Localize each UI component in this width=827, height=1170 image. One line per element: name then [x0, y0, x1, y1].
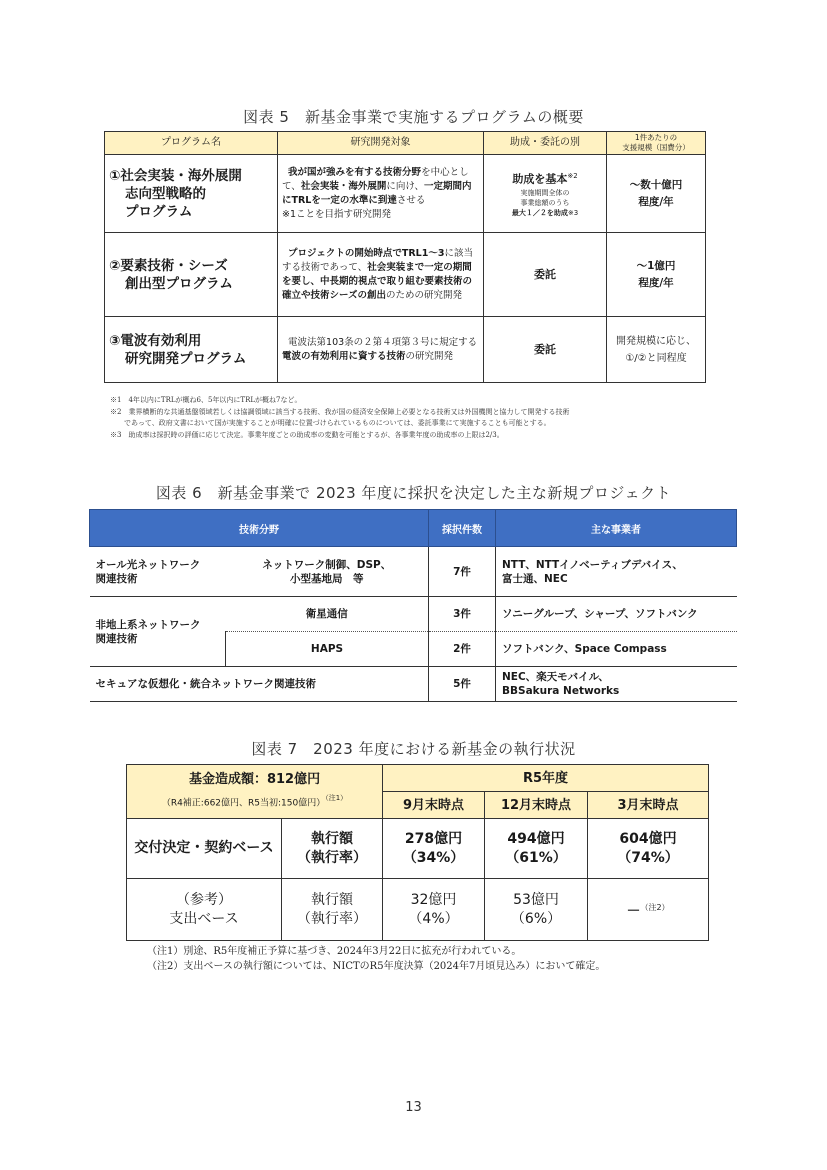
- companies: ソニーグループ、シャープ、ソフトバンク: [496, 597, 737, 632]
- header-tech-field: 技術分野: [90, 510, 429, 547]
- project-count: 5件: [429, 667, 496, 702]
- row-label-l1: （参考）: [176, 891, 232, 908]
- value-dec: [485, 819, 588, 879]
- tech-detail: [226, 547, 429, 597]
- program-overview-table: [104, 131, 706, 383]
- grant-type-detail: 実施期間全体の: [520, 188, 570, 197]
- table-row: [127, 879, 709, 941]
- row-label: 交付決定・契約ベース: [127, 819, 282, 879]
- target-text: を中心として、: [282, 166, 469, 192]
- program-name-l2: 研究開発プログラム: [125, 350, 247, 367]
- fund-total-note: （注1）: [325, 793, 348, 802]
- support-scale-l2: ①/②と同程度: [625, 352, 687, 364]
- new-projects-table: [89, 509, 737, 702]
- fiscal-year: R5年度: [383, 765, 709, 792]
- footnote: （注1）別途、R5年度補正予算に基づき、2024年3月22日に拡充が行われている。: [147, 946, 522, 957]
- metric-label-l2: （執行率）: [297, 849, 367, 866]
- research-target: [278, 155, 484, 233]
- rate: （4%）: [408, 910, 459, 927]
- fund-total-breakdown: （R4補正:662億円、R5当初:150億円）: [161, 798, 326, 809]
- page-number: 13: [405, 1100, 422, 1115]
- table-header-row: [127, 765, 709, 792]
- support-scale: [607, 233, 706, 317]
- support-scale-l1: 開発規模に応じ、: [616, 335, 696, 347]
- target-bold: 我が国が強みを有する技術分野: [288, 166, 422, 178]
- header-support-scale-l2: 支援規模（国費分）: [622, 143, 690, 152]
- program-name-l3: プログラム: [125, 203, 193, 220]
- companies-l1: NEC、楽天モバイル、: [502, 671, 609, 683]
- tech-detail-l1: ネットワーク制御、DSP、: [262, 558, 392, 571]
- tech-field: セキュアな仮想化・統合ネットワーク関連技術: [90, 667, 429, 702]
- support-scale: [607, 155, 706, 233]
- period-mar: 3月末時点: [588, 792, 709, 819]
- support-scale-l2: 程度/年: [638, 195, 674, 208]
- metric-label: [282, 819, 383, 879]
- header-companies: 主な事業者: [496, 510, 737, 547]
- grant-type-max: 最大１／２を助成: [511, 208, 568, 217]
- fig7-notes: [147, 944, 747, 974]
- rate: （6%）: [510, 910, 562, 927]
- tech-field: [90, 597, 226, 667]
- table-row: [105, 317, 706, 383]
- program-name-l2: 志向型戦略的: [125, 185, 206, 202]
- tech-detail: 衛星通信: [226, 597, 429, 632]
- companies-l1: NTT、NTTイノベーティブデバイス、: [502, 558, 683, 571]
- amount: －: [626, 903, 641, 920]
- amount: 278億円: [404, 830, 463, 847]
- metric-label-l2: （執行率）: [297, 910, 367, 927]
- table-header-row: [90, 510, 737, 547]
- fig6-caption: 図表 6 新基金事業で 2023 年度に採択を決定した主な新規プロジェクト: [155, 484, 672, 502]
- table-header-row: [105, 132, 706, 155]
- tech-detail: HAPS: [226, 632, 429, 667]
- program-name: [105, 233, 278, 317]
- tech-field-l2: 関連技術: [95, 632, 138, 645]
- grant-type: 委託: [484, 233, 607, 317]
- target-text: に該当する技術であって、: [282, 247, 473, 273]
- grant-type: [484, 155, 607, 233]
- program-name-l1: ①社会実装・海外展開: [109, 167, 242, 184]
- tech-field-l2: 関連技術: [95, 572, 138, 585]
- program-name-l2: 創出型プログラム: [125, 275, 233, 292]
- rate: （61%）: [505, 849, 567, 866]
- companies-l2: 富士通、NEC: [502, 572, 568, 585]
- header-count: 採択件数: [429, 510, 496, 547]
- fig5-caption: 図表 5 新基金事業で実施するプログラムの概要: [243, 108, 584, 126]
- companies: ソフトバンク、Space Compass: [496, 632, 737, 667]
- metric-label: [282, 879, 383, 941]
- tech-detail-l2: 小型基地局 等: [290, 572, 364, 585]
- target-bold: 社会実装・海外展開: [300, 180, 387, 192]
- program-name-l1: ②要素技術・シーズ: [109, 257, 228, 274]
- project-count: 3件: [429, 597, 496, 632]
- header-grant-type: 助成・委託の別: [484, 132, 607, 155]
- amount: 32億円: [410, 891, 457, 908]
- target-text: のための研究開発: [386, 289, 463, 301]
- footnote: ※2 業界横断的な共通基盤領域若しくは協調領域に該当する技術、我が国の経済安全保障上必要となる技術又は外国機関と協力して開発する技術: [110, 407, 570, 416]
- period-sep: 9月末時点: [383, 792, 485, 819]
- header-support-scale-l1: 1件あたりの: [634, 133, 678, 142]
- rate: （74%）: [617, 849, 679, 866]
- row-label-l2: 支出ベース: [169, 910, 239, 927]
- target-text: ※1ことを目指す研究開発: [282, 208, 392, 220]
- tech-field: [90, 547, 226, 597]
- research-target: [278, 233, 484, 317]
- companies-l2: BBSakura Networks: [502, 685, 620, 697]
- footnote: ※1 4年以内にTRLが概ね6、5年以内にTRLが概ね7など。: [110, 396, 302, 404]
- amount: 53億円: [513, 891, 559, 908]
- program-name-l1: ③電波有効利用: [109, 332, 202, 349]
- header-program-name: プログラム名: [105, 132, 278, 155]
- grant-type-detail: [488, 208, 602, 218]
- amount: 604億円: [619, 830, 677, 847]
- note-ref: （注2）: [640, 902, 670, 912]
- metric-label-l1: 執行額: [311, 830, 353, 847]
- fund-total-title: 基金造成額：812億円: [188, 771, 321, 787]
- fund-total: [127, 765, 383, 819]
- table-row: [105, 155, 706, 233]
- value-sep: [383, 819, 485, 879]
- project-count: 2件: [429, 632, 496, 667]
- period-dec: 12月末時点: [485, 792, 588, 819]
- fig5-notes: [110, 395, 710, 441]
- metric-label-l1: 執行額: [311, 891, 353, 908]
- grant-type: 委託: [484, 317, 607, 383]
- program-name: [105, 155, 278, 233]
- grant-type-note: ※2: [567, 172, 578, 181]
- rate: （34%）: [402, 849, 465, 866]
- target-text: 電波法第103条の２第４項第３号に規定する: [288, 336, 478, 348]
- companies: [496, 547, 737, 597]
- target-bold: 電波の有効利用に資する技術: [282, 350, 406, 362]
- table-row: [90, 547, 737, 597]
- target-text: に向け、: [386, 180, 424, 192]
- footnote: （注2）支出ベースの執行額については、NICTのR5年度決算（2024年7月頃見込み）において確定。: [147, 961, 606, 972]
- target-text: の研究開発: [405, 350, 454, 362]
- fig7-caption: 図表 7 2023 年度における新基金の執行状況: [251, 740, 576, 758]
- value-mar: [588, 819, 709, 879]
- table-row: [90, 667, 737, 702]
- amount: 494億円: [507, 830, 565, 847]
- research-target: [278, 317, 484, 383]
- row-label: [127, 879, 282, 941]
- grant-type-note: ※3: [567, 208, 579, 217]
- grant-type-main: 助成を基本: [512, 172, 568, 186]
- support-scale-l1: ～数十億円: [629, 178, 683, 191]
- header-research-target: 研究開発対象: [278, 132, 484, 155]
- project-count: 7件: [429, 547, 496, 597]
- companies: [496, 667, 737, 702]
- support-scale: [607, 317, 706, 383]
- target-bold: プロジェクトの開始時点でTRL1～3: [288, 247, 445, 259]
- program-name: [105, 317, 278, 383]
- value-mar: [588, 879, 709, 941]
- table-row: [105, 233, 706, 317]
- target-bold: 社会実装まで一定の期間を要し、中長期的視点で取り組む要素技術の確立や技術シーズの創出: [282, 261, 473, 301]
- support-scale-l2: 程度/年: [638, 276, 674, 289]
- footnote: であって、政府文書において国が実施することが明確に位置づけられているものについては、委託事業にて実施することも可能とする。: [110, 419, 551, 427]
- target-text: させる: [396, 194, 426, 206]
- value-dec: [485, 879, 588, 941]
- table-row: [90, 597, 737, 632]
- header-support-scale: [607, 132, 706, 155]
- support-scale-l1: ～1億円: [636, 259, 676, 272]
- tech-field-l1: 非地上系ネットワーク: [95, 618, 201, 631]
- table-row: [127, 819, 709, 879]
- footnote: ※3 助成率は採択時の評価に応じて決定。事業年度ごとの助成率の変動を可能とするが、各事業年度の助成率の上限は2/3。: [110, 430, 504, 439]
- grant-type-detail: 事業総額のうち: [520, 198, 570, 207]
- fund-execution-table: [126, 764, 709, 941]
- target-bold: 一定期間内にTRLを一定の水準に到達: [282, 180, 472, 206]
- value-sep: [383, 879, 485, 941]
- tech-field-l1: オール光ネットワーク: [95, 558, 201, 571]
